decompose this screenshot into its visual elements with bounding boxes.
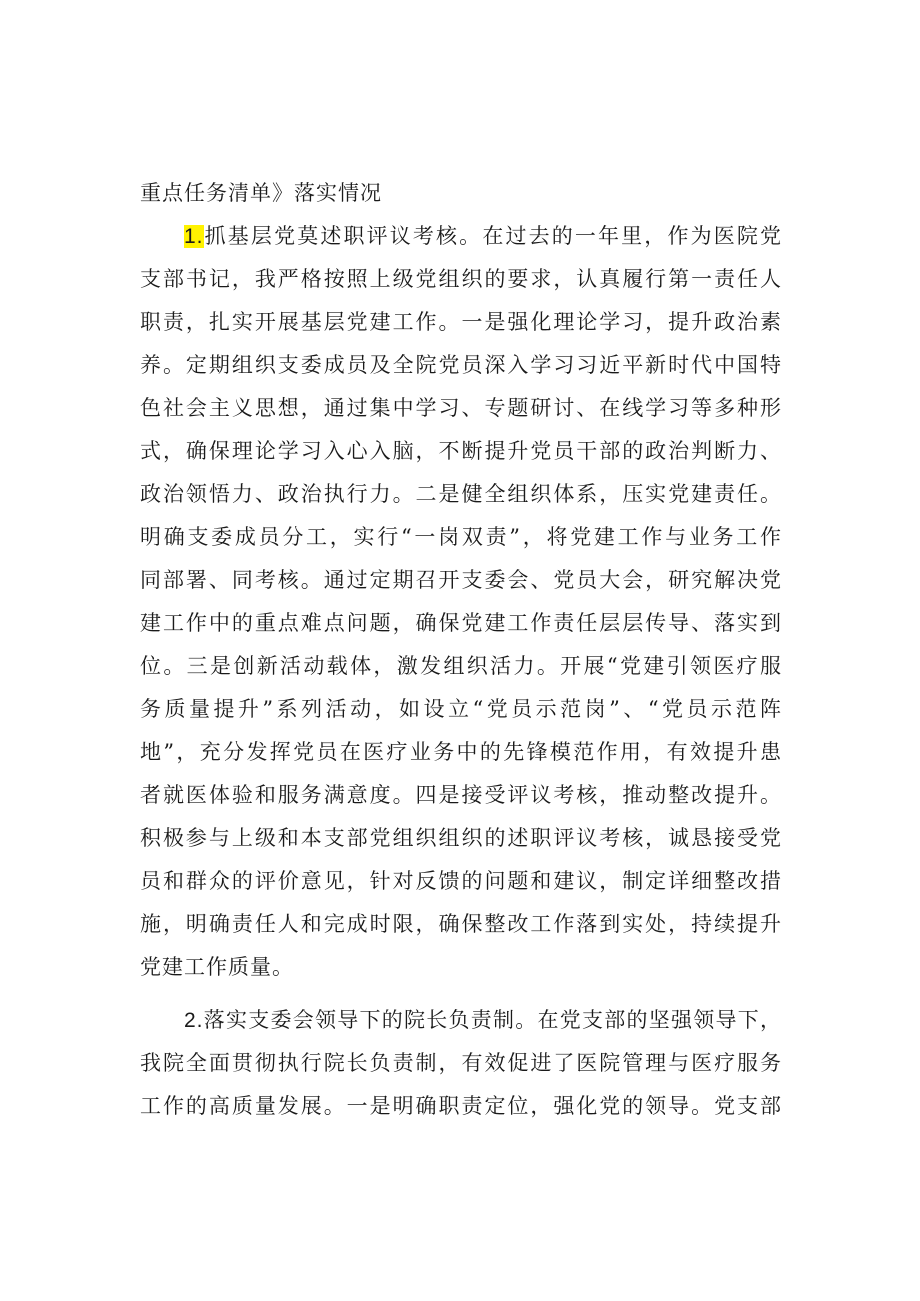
section-1-line: 式，确保理论学习入心入脑，不断提升党员干部的政治判断力、 <box>140 439 782 463</box>
section-1-line: 同部署、同考核。通过定期召开支委会、党员大会，研究解决党 <box>140 568 782 592</box>
section-2-line: 我院全面贯彻执行院长负责制，有效促进了医院管理与医疗服务 <box>140 1051 782 1075</box>
section-2-line: 工作的高质量发展。一是明确职责定位，强化党的领导。党支部 <box>140 1094 782 1118</box>
section-1-line: 1.抓基层党莫述职评议考核。在过去的一年里，作为医院党 <box>184 224 782 248</box>
section-1-number: 1. <box>184 225 204 248</box>
section-1-line: 政治领悟力、政治执行力。二是健全组织体系，压实党建责任。 <box>140 482 782 506</box>
document-body <box>140 172 782 1128</box>
section-1-line: 地”，充分发挥党员在医疗业务中的先锋模范作用，有效提升患 <box>140 740 782 764</box>
section-1-line: 支部书记，我严格按照上级党组织的要求，认真履行第一责任人 <box>140 267 782 291</box>
section-1-line: 者就医体验和服务满意度。四是接受评议考核，推动整改提升。 <box>140 783 782 807</box>
section-1-line: 务质量提升”系列活动，如设立“党员示范岗”、“党员示范阵 <box>140 697 782 721</box>
section-1-line: 位。三是创新活动载体，激发组织活力。开展“党建引领医疗服 <box>140 654 782 678</box>
section-1-line: 施，明确责任人和完成时限，确保整改工作落到实处，持续提升 <box>140 912 782 936</box>
section-1-line: 明确支委成员分工，实行“一岗双责”，将党建工作与业务工作 <box>140 525 782 549</box>
section-2 <box>140 999 782 1128</box>
section-1-line: 员和群众的评价意见，针对反馈的问题和建议，制定详细整改措 <box>140 869 782 893</box>
section-2-number: 2. <box>184 1009 204 1032</box>
section-1-line: 积极参与上级和本支部党组织组织的述职评议考核，诚恳接受党 <box>140 826 782 850</box>
section-2-line: 2.落实支委会领导下的院长负责制。在党支部的坚强领导下， <box>184 1008 782 1032</box>
section-1-line: 建工作中的重点难点问题，确保党建工作责任层层传导、落实到 <box>140 611 782 635</box>
section-1-line: 色社会主义思想，通过集中学习、专题研讨、在线学习等多种形 <box>140 396 782 420</box>
section-1-line: 党建工作质量。 <box>140 955 294 979</box>
section-1-line: 职责，扎实开展基层党建工作。一是强化理论学习，提升政治素 <box>140 310 782 334</box>
paragraph-gap <box>140 989 782 999</box>
section-1-line: 养。定期组织支委成员及全院党员深入学习习近平新时代中国特 <box>140 353 782 377</box>
section-1 <box>140 215 782 989</box>
heading-tail: 重点任务清单》落实情况 <box>140 181 382 205</box>
